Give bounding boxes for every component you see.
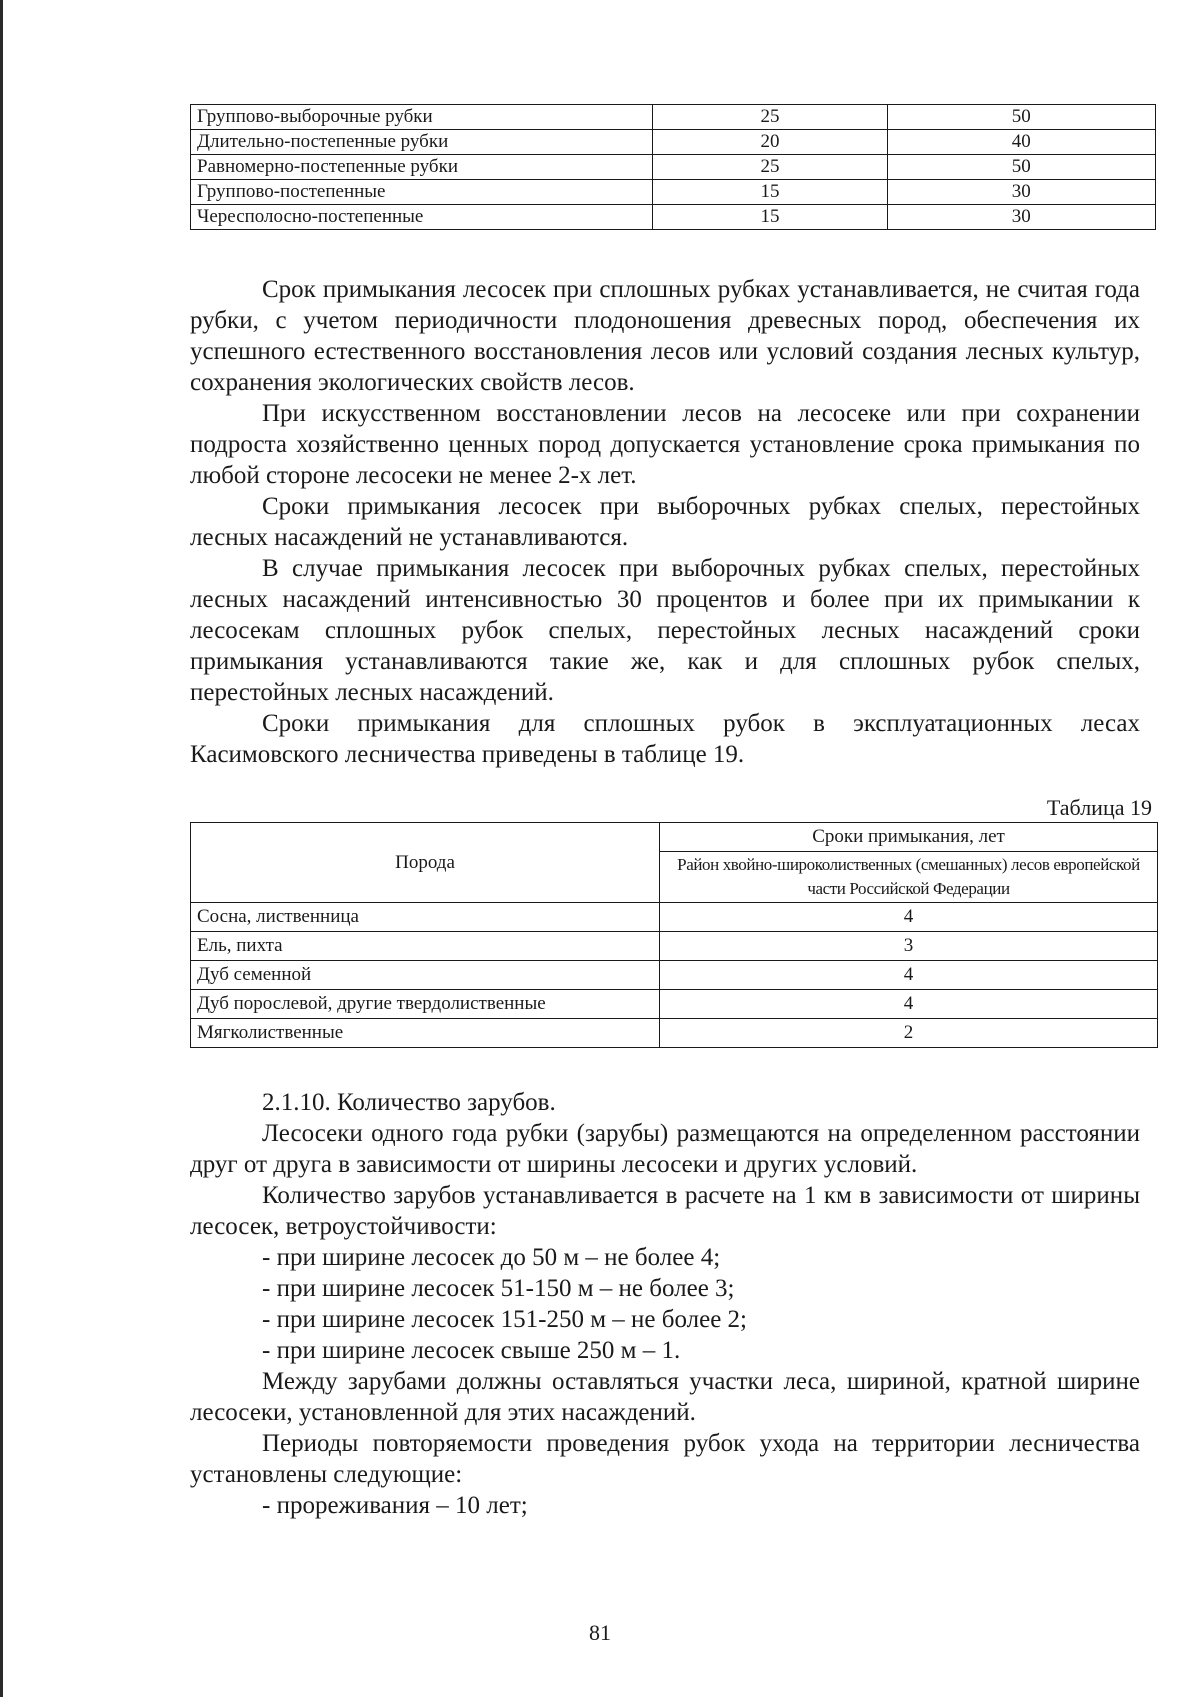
table-caption: Таблица 19 [1046, 795, 1152, 820]
table-cell: 4 [660, 961, 1158, 990]
table-cell: Группово-постепенные [191, 180, 653, 205]
table-cell: Чересполосно-постепенные [191, 205, 653, 230]
header-sroki: Сроки примыкания, лет [660, 823, 1158, 852]
table-cell: 3 [660, 932, 1158, 961]
paragraph: Срок примыкания лесосек при сплошных рубках устанавливается, не считая года рубки, с учетом периодичности плодоношения древесных пород, обеспечения их успешного естественного восстановления лесов или условий создания лесных культур, сохранения экологических свойств лесов. [190, 276, 1140, 396]
table-cell: Длительно-постепенные рубки [191, 130, 653, 155]
table-cell: Дуб семенной [191, 961, 660, 990]
page-number: 81 [589, 1620, 611, 1645]
list-item: - при ширине лесосек 151-250 м – не более 2; [262, 1306, 747, 1333]
table-row [191, 1019, 1158, 1048]
table-cell: Группово-выборочные рубки [191, 105, 653, 130]
table-row [191, 180, 1156, 205]
table-cell: 40 [887, 130, 1155, 155]
table-cell: 50 [887, 155, 1155, 180]
cutting-types-table [190, 104, 1156, 230]
header-region: Район хвойно-широколиственных (смешанных) лесов европейской части Российской Федерации [660, 852, 1158, 903]
table-cell: 30 [887, 205, 1155, 230]
table-row [191, 961, 1158, 990]
table-row [191, 155, 1156, 180]
table-header-row [191, 823, 1158, 852]
paragraph: Сроки примыкания лесосек при выборочных рубках спелых, перестойных лесных насаждений не устанавливаются. [190, 493, 1140, 551]
list-item: - прореживания – 10 лет; [262, 1492, 528, 1519]
table-row [191, 105, 1156, 130]
paragraph: Лесосеки одного года рубки (зарубы) размещаются на определенном расстоянии друг от друга в зависимости от ширины лесосеки и других условий. [190, 1120, 1140, 1178]
table-row [191, 903, 1158, 932]
table-cell: 20 [653, 130, 887, 155]
table-cell: Сосна, лиственница [191, 903, 660, 932]
paragraph: В случае примыкания лесосек при выборочных рубках спелых, перестойных лесных насаждений интенсивностью 30 процентов и более при их примыкании к лесосекам сплошных рубок спелых, перестойных лесных насаждений сроки примыкания устанавливаются такие же, как и для сплошных рубок спелых, перестойных лесных насаждений. [190, 555, 1140, 706]
list-item: - при ширине лесосек свыше 250 м – 1. [262, 1337, 681, 1364]
table-cell: 30 [887, 180, 1155, 205]
paragraph: При искусственном восстановлении лесов на лесосеке или при сохранении подроста хозяйственно ценных пород допускается установление срока примыкания по любой стороне лесосеки не менее 2-х лет. [190, 400, 1140, 489]
table-cell: 4 [660, 903, 1158, 932]
section-heading: 2.1.10. Количество зарубов. [262, 1089, 556, 1116]
table-row [191, 990, 1158, 1019]
table-row [191, 205, 1156, 230]
table-cell: 25 [653, 105, 887, 130]
paragraph: Периоды повторяемости проведения рубок ухода на территории лесничества установлены следующие: [190, 1430, 1140, 1488]
paragraph: Сроки примыкания для сплошных рубок в эксплуатационных лесах Касимовского лесничества приведены в таблице 19. [190, 710, 1140, 768]
table-row [191, 130, 1156, 155]
table-cell: 25 [653, 155, 887, 180]
table-cell: 4 [660, 990, 1158, 1019]
table-cell: 15 [653, 205, 887, 230]
table-cell: Дуб порослевой, другие твердолиственные [191, 990, 660, 1019]
list-item: - при ширине лесосек 51-150 м – не более 3; [262, 1275, 735, 1302]
table-cell: 15 [653, 180, 887, 205]
table-cell: 50 [887, 105, 1155, 130]
table-cell: Равномерно-постепенные рубки [191, 155, 653, 180]
body-text-1 [190, 274, 1140, 770]
table-cell: Ель, пихта [191, 932, 660, 961]
header-poroda: Порода [191, 823, 660, 903]
table-cell: Мягколиственные [191, 1019, 660, 1048]
table-row [191, 932, 1158, 961]
table-cell: 2 [660, 1019, 1158, 1048]
paragraph: Между зарубами должны оставляться участки леса, шириной, кратной ширине лесосеки, установленной для этих насаждений. [190, 1368, 1140, 1426]
paragraph: Количество зарубов устанавливается в расчете на 1 км в зависимости от ширины лесосек, ветроустойчивости: [190, 1182, 1140, 1240]
adjacency-table [190, 822, 1158, 1048]
body-text-2 [190, 1087, 1140, 1521]
list-item: - при ширине лесосек до 50 м – не более 4; [262, 1244, 721, 1271]
